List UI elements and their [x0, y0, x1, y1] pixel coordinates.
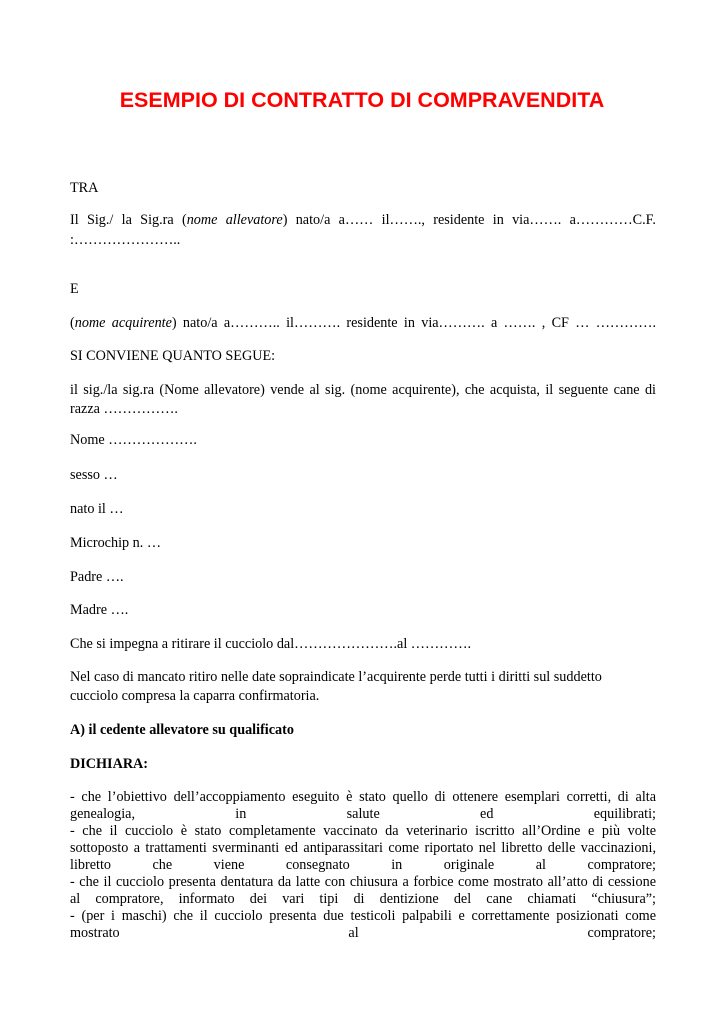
- ritiro-line: Che si impegna a ritirare il cucciolo dal………………….al ………….: [70, 636, 472, 652]
- field-madre: Madre ….: [70, 602, 129, 618]
- mancato-line-2: cucciolo compresa la caparra confirmatoria.: [70, 688, 320, 704]
- clause-line: al compratore, informato dei vari tipi di dentizione del cane chiamati “chiusura”;: [70, 891, 656, 907]
- field-sesso: sesso …: [70, 467, 118, 483]
- sale-line-1: il sig./la sig.ra (Nome allevatore) vende al sig. (nome acquirente), che acquista, il seguente cane di: [70, 382, 656, 398]
- clause-line: mostrato al compratore;: [70, 925, 656, 941]
- seller-line-2: :…………………..: [70, 232, 181, 248]
- seller-line: Il Sig./ la Sig.ra (nome allevatore) nato/a a…… il……., residente in via……. a…………C.F.: [70, 212, 656, 228]
- field-padre: Padre ….: [70, 569, 124, 585]
- clause-line: - che il cucciolo presenta dentatura da latte con chiusura a forbice come mostrato all’atto di cessione: [70, 874, 656, 890]
- field-nome: Nome ……………….: [70, 432, 197, 448]
- clause-line: sottoposto a trattamenti sverminanti ed antiparassitari come riportato nel libretto delle vaccinazioni,: [70, 840, 656, 856]
- document-title: ESEMPIO DI CONTRATTO DI COMPRAVENDITA: [119, 88, 605, 112]
- buyer-line: (nome acquirente) nato/a a……….. il………. residente in via………. a ……. , CF … ………….: [70, 315, 657, 331]
- mancato-line-1: Nel caso di mancato ritiro nelle date sopraindicate l’acquirente perde tutti i diritti sul suddetto: [70, 669, 602, 685]
- e-label: E: [70, 281, 79, 297]
- clause-line: - che l’obiettivo dell’accoppiamento eseguito è stato quello di ottenere esemplari corretti, di alta: [70, 789, 656, 805]
- clause-line: - (per i maschi) che il cucciolo presenta due testicoli palpabili e correttamente posizionati come: [70, 908, 656, 924]
- section-a-heading: A) il cedente allevatore su qualificato: [70, 722, 294, 738]
- clause-line: - che il cucciolo è stato completamente vaccinato da veterinario iscritto all’Ordine e più volte: [70, 823, 656, 839]
- si-conviene-heading: SI CONVIENE QUANTO SEGUE:: [70, 348, 276, 364]
- clause-line: libretto che viene consegnato in originale al compratore;: [70, 857, 656, 873]
- dichiara-heading: DICHIARA:: [70, 756, 149, 772]
- field-nato: nato il …: [70, 501, 124, 517]
- field-microchip: Microchip n. …: [70, 535, 162, 551]
- tra-label: TRA: [70, 180, 99, 196]
- clause-line: genealogia, in salute ed equilibrati;: [70, 806, 656, 822]
- seller-role: nome allevatore: [186, 212, 283, 228]
- sale-line-2: razza …………….: [70, 401, 178, 417]
- buyer-role: nome acquirente: [74, 315, 172, 331]
